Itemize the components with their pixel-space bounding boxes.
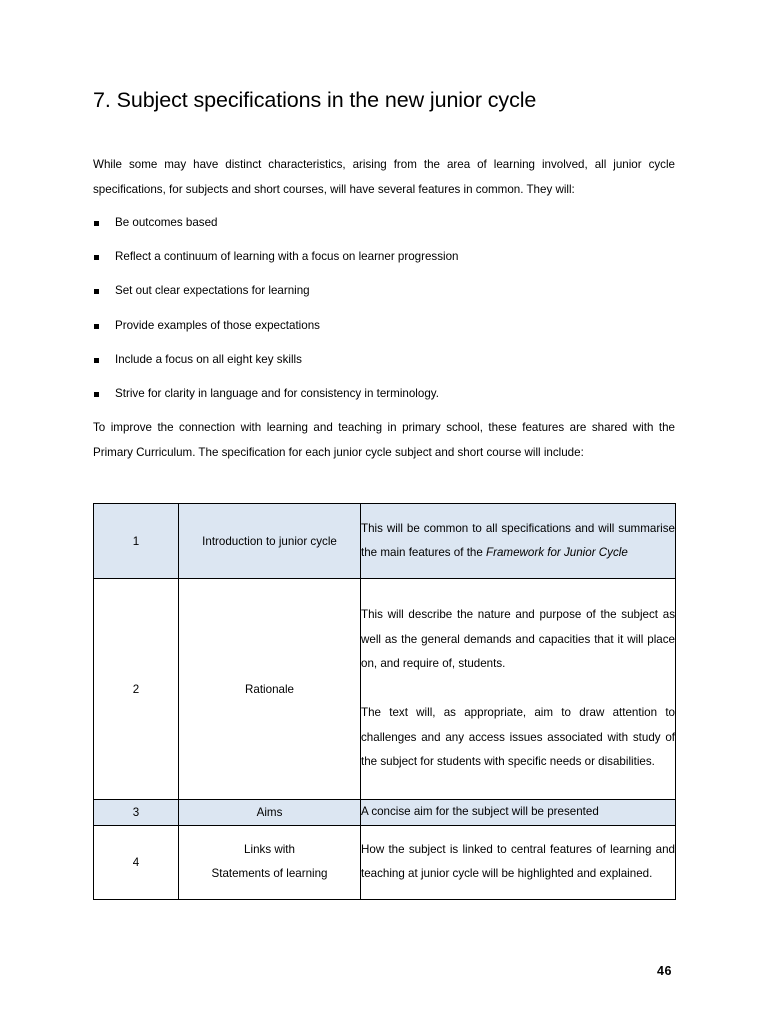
list-item: Include a focus on all eight key skills <box>93 348 675 382</box>
table-row <box>94 579 676 800</box>
row-title <box>179 825 361 899</box>
section-heading: 7. Subject specifications in the new junior cycle <box>93 88 537 112</box>
row-description <box>361 825 676 899</box>
description-text: A concise aim for the subject will be presented <box>361 805 599 818</box>
list-item: Set out clear expectations for learning <box>93 279 675 313</box>
row-title-line: Links with <box>244 842 295 856</box>
row-title: Introduction to junior cycle <box>179 504 361 579</box>
intro-paragraph: While some may have distinct characteristics, arising from the area of learning involved, all junior cycle specifications, for subjects and short courses, will have several features in common. They will: <box>93 158 675 196</box>
description-text: This will describe the nature and purpose of the subject as well as the general demands and capacities that it will place on, and require of, students. <box>361 608 675 671</box>
table-row <box>94 825 676 899</box>
row-description <box>361 579 676 800</box>
row-number: 4 <box>94 825 179 899</box>
features-list <box>93 211 675 416</box>
row-description <box>361 504 676 579</box>
list-item: Strive for clarity in language and for consistency in terminology. <box>93 382 675 416</box>
connection-paragraph: To improve the connection with learning and teaching in primary school, these features are shared with the Primary Curriculum. The specification for each junior cycle subject and short course will include: <box>93 421 675 459</box>
description-text: The text will, as appropriate, aim to draw attention to challenges and any access issues associated with study of the subject for students with specific needs or disabilities. <box>361 706 675 769</box>
list-item: Be outcomes based <box>93 211 675 245</box>
row-title-line: Statements of learning <box>211 867 328 880</box>
row-number: 1 <box>94 504 179 579</box>
description-text: How the subject is linked to central features of learning and teaching at junior cycle will be highlighted and explained. <box>361 842 675 880</box>
row-description <box>361 800 676 826</box>
table-row <box>94 800 676 826</box>
description-text: This will be common to all specifications and will summarise the main features of the <box>361 521 675 559</box>
row-number: 2 <box>94 579 179 800</box>
table-row <box>94 504 676 579</box>
page-number: 46 <box>657 964 672 978</box>
row-number: 3 <box>94 800 179 826</box>
framework-title: Framework for Junior Cycle <box>486 546 628 559</box>
row-title: Rationale <box>179 579 361 800</box>
row-title: Aims <box>179 800 361 826</box>
list-item: Provide examples of those expectations <box>93 314 675 348</box>
specification-table <box>93 503 676 900</box>
list-item: Reflect a continuum of learning with a focus on learner progression <box>93 245 675 279</box>
